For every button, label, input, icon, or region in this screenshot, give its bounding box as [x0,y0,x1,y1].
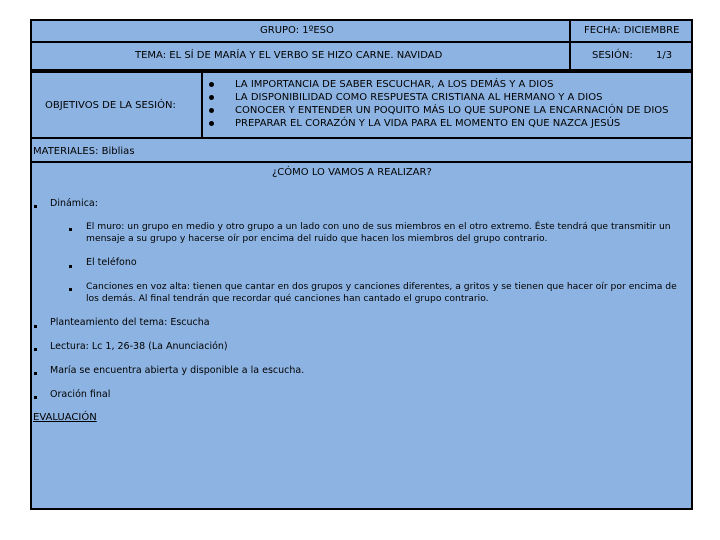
dinamica-item: Canciones en voz alta: tienen que cantar en dos grupos y canciones diferentes, a gritos y se tienen que hacer oír por encima de los demás. Al final tendrán que recordar qué canciones han cantado el grupo contrario. [86,281,677,304]
como-cell [30,161,693,510]
como-item: Lectura: Lc 1, 26-38 (La Anunciación) [50,341,228,352]
fecha-text: FECHA: DICIEMBRE [584,25,680,36]
dinamica-label: Dinámica: [50,198,98,209]
bullet-icon [209,95,214,100]
bullet-icon [34,348,37,351]
como-item: Oración final [50,389,111,400]
dinamica-item: El muro: un grupo en medio y otro grupo a un lado con uno de sus miembros en el otro extremo. Éste tendrá que transmitir un mensaje a su grupo y hacerse oír por encima del ruido que hacen los miembros del grupo contrario. [86,221,671,244]
como-item: Planteamiento del tema: Escucha [50,317,210,328]
bullet-icon [209,108,214,113]
bullet-icon [34,396,37,399]
bullet-icon [209,82,214,87]
grupo-text: GRUPO: 1ºESO [260,25,334,36]
bullet-icon [69,228,72,231]
como-item: María se encuentra abierta y disponible a la escucha. [50,365,305,376]
bullet-icon [34,205,37,208]
bullet-icon [34,325,37,328]
objetivo-item: LA DISPONIBILIDAD COMO RESPUESTA CRISTIANA AL HERMANO Y A DIOS [235,92,603,103]
sesion-value: 1/3 [656,50,673,61]
sesion-label: SESIÓN: [592,50,633,61]
objetivo-item: CONOCER Y ENTENDER UN POQUITO MÁS LO QUE SUPONE LA ENCARNACIÓN DE DIOS [235,105,669,116]
dinamica-item: El teléfono [86,257,137,268]
materiales-text: MATERIALES: Biblias [33,146,135,157]
evaluacion-heading: EVALUACIÓN [33,412,97,423]
bullet-icon [69,265,72,268]
tema-text: TEMA: EL SÍ DE MARÍA Y EL VERBO SE HIZO CARNE. NAVIDAD [135,50,443,61]
bullet-icon [209,121,214,126]
objetivo-item: LA IMPORTANCIA DE SABER ESCUCHAR, A LOS DEMÁS Y A DIOS [235,79,554,90]
objetivos-label: OBJETIVOS DE LA SESIÓN: [45,100,176,111]
como-title: ¿CÓMO LO VAMOS A REALIZAR? [272,167,432,178]
objetivo-item: PREPARAR EL CORAZÓN Y LA VIDA PARA EL MOMENTO EN QUE NAZCA JESÚS [235,118,621,129]
bullet-icon [34,372,37,375]
bullet-icon [69,288,72,291]
